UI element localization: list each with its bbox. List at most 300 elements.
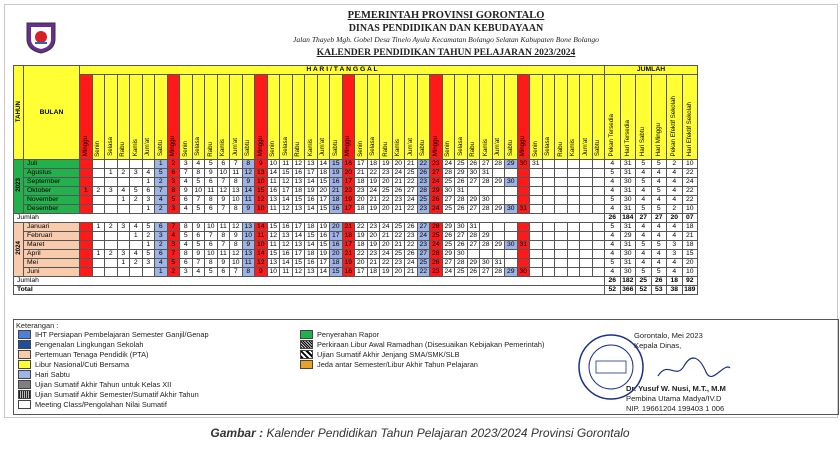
- day-cell: 8: [217, 232, 230, 241]
- day-cell: [105, 178, 118, 187]
- day-cell: 1: [142, 178, 155, 187]
- day-cell: 21: [355, 169, 368, 178]
- day-cell: 25: [455, 268, 468, 277]
- day-cell: 4: [192, 160, 205, 169]
- day-cell: 6: [155, 250, 168, 259]
- day-cell: 29: [492, 205, 505, 214]
- summary-cell: 2: [667, 160, 683, 169]
- day-cell: 10: [230, 196, 243, 205]
- day-cell: 14: [292, 232, 305, 241]
- day-cell: 15: [317, 205, 330, 214]
- legend-swatch: [300, 330, 313, 339]
- day-cell: 11: [217, 250, 230, 259]
- day-cell: [130, 205, 143, 214]
- day-cell: 13: [292, 205, 305, 214]
- day-cell: 5: [192, 178, 205, 187]
- day-cell: [92, 232, 105, 241]
- day-cell: [92, 169, 105, 178]
- day-cell: [530, 223, 543, 232]
- month-row: [14, 268, 698, 277]
- summary-cell: 18: [682, 241, 698, 250]
- day-cell: [555, 223, 568, 232]
- day-name-label: Selasa: [281, 137, 289, 157]
- calendar-title: KALENDER PENDIDIKAN TAHUN PELAJARAN 2023/2024: [316, 47, 576, 58]
- day-cell: 13: [255, 169, 268, 178]
- day-cell: [567, 187, 580, 196]
- day-cell: 1: [80, 187, 93, 196]
- legend-swatch: [18, 350, 31, 359]
- total-cell: 189: [682, 286, 698, 295]
- day-cell: [580, 160, 593, 169]
- day-name-header: [542, 75, 555, 160]
- day-cell: 10: [267, 160, 280, 169]
- day-cell: 29: [442, 250, 455, 259]
- day-cell: 17: [355, 160, 368, 169]
- jumlah-col-header: [636, 75, 652, 160]
- month-row: [14, 178, 698, 187]
- day-cell: 29: [430, 187, 443, 196]
- day-cell: 9: [217, 196, 230, 205]
- day-cell: 23: [367, 223, 380, 232]
- day-cell: 8: [180, 223, 193, 232]
- day-cell: 20: [380, 178, 393, 187]
- jumlah-col-header: [620, 75, 636, 160]
- day-cell: 11: [242, 196, 255, 205]
- day-cell: [542, 250, 555, 259]
- jumlah1-cell: 27: [651, 214, 667, 223]
- total-cell: 52: [636, 286, 652, 295]
- summary-cell: 5: [636, 178, 652, 187]
- day-cell: 4: [180, 178, 193, 187]
- day-cell: 19: [317, 250, 330, 259]
- letterhead-agency: DINAS PENDIDIKAN DAN KEBUDAYAAN: [348, 23, 544, 34]
- day-name-label: Selasa: [369, 137, 377, 157]
- day-cell: 7: [192, 196, 205, 205]
- day-cell: [530, 196, 543, 205]
- day-cell: [92, 268, 105, 277]
- month-name: Juni: [24, 268, 80, 277]
- legend-item-ramadhan: Perkiraan Libur Awal Ramadhan (Disesuaikan Kebijakan Pemerintah): [300, 340, 544, 349]
- day-cell: [555, 196, 568, 205]
- day-cell: [117, 178, 130, 187]
- day-name-header: [92, 75, 105, 160]
- day-cell: [567, 232, 580, 241]
- summary-cell: 18: [682, 223, 698, 232]
- summary-cell: 4: [667, 268, 683, 277]
- day-cell: [130, 178, 143, 187]
- day-cell: 23: [417, 241, 430, 250]
- day-name-label: Jum'at: [581, 138, 589, 157]
- day-cell: 23: [355, 187, 368, 196]
- day-cell: [542, 241, 555, 250]
- day-cell: 16: [292, 169, 305, 178]
- day-cell: 11: [267, 178, 280, 187]
- day-cell: 3: [142, 259, 155, 268]
- day-cell: 2: [167, 268, 180, 277]
- summary-cell: 31: [620, 160, 636, 169]
- summary-cell: 22: [682, 187, 698, 196]
- day-cell: 9: [242, 205, 255, 214]
- day-name-header: [317, 75, 330, 160]
- jumlah-col-header: [605, 75, 621, 160]
- day-cell: 8: [230, 205, 243, 214]
- month-row: [14, 196, 698, 205]
- day-cell: 27: [417, 250, 430, 259]
- day-cell: 31: [480, 169, 493, 178]
- day-cell: 11: [267, 205, 280, 214]
- day-cell: 31: [492, 259, 505, 268]
- jumlah-col-label: Pekan Efektif Sekolah: [670, 95, 678, 157]
- summary-cell: 10: [682, 268, 698, 277]
- day-cell: 2: [167, 160, 180, 169]
- day-cell: 16: [330, 178, 343, 187]
- summary-cell: 5: [605, 223, 621, 232]
- day-cell: [505, 250, 518, 259]
- day-cell: [492, 250, 505, 259]
- day-cell: 5: [167, 196, 180, 205]
- day-cell: 22: [417, 160, 430, 169]
- day-cell: [542, 259, 555, 268]
- day-cell: 16: [280, 223, 293, 232]
- day-cell: [92, 160, 105, 169]
- jumlah-row-2: [14, 277, 698, 286]
- day-cell: 12: [280, 241, 293, 250]
- day-cell: 28: [492, 160, 505, 169]
- day-cell: 4: [117, 187, 130, 196]
- day-cell: 11: [280, 268, 293, 277]
- summary-cell: 10: [682, 160, 698, 169]
- day-cell: 26: [430, 259, 443, 268]
- day-name-header: [417, 75, 430, 160]
- day-cell: 26: [467, 160, 480, 169]
- summary-cell: 4: [636, 187, 652, 196]
- summary-cell: 2: [667, 205, 683, 214]
- day-cell: [480, 223, 493, 232]
- day-cell: 8: [242, 268, 255, 277]
- day-cell: 7: [167, 250, 180, 259]
- day-cell: [480, 250, 493, 259]
- day-cell: 3: [105, 187, 118, 196]
- summary-cell: 10: [682, 205, 698, 214]
- day-cell: 4: [180, 241, 193, 250]
- day-cell: 29: [492, 178, 505, 187]
- day-cell: 3: [180, 160, 193, 169]
- summary-cell: 4: [667, 259, 683, 268]
- day-cell: 27: [442, 259, 455, 268]
- day-cell: 8: [205, 196, 218, 205]
- day-name-label: Kamis: [219, 139, 227, 157]
- day-cell: [555, 259, 568, 268]
- day-cell: 8: [167, 187, 180, 196]
- summary-cell: 4: [636, 259, 652, 268]
- day-cell: [592, 259, 605, 268]
- summary-cell: 31: [620, 205, 636, 214]
- day-cell: [80, 250, 93, 259]
- jumlah2-cell: 92: [682, 277, 698, 286]
- day-cell: 16: [305, 259, 318, 268]
- day-cell: 26: [417, 169, 430, 178]
- day-name-label: Senin: [269, 140, 277, 157]
- day-cell: 25: [392, 250, 405, 259]
- day-cell: [92, 178, 105, 187]
- day-cell: [567, 196, 580, 205]
- day-cell: 8: [205, 259, 218, 268]
- day-name-label: Minggu: [169, 136, 177, 157]
- day-cell: 7: [192, 259, 205, 268]
- total-cell: 366: [620, 286, 636, 295]
- day-cell: 30: [480, 259, 493, 268]
- day-name-label: Minggu: [256, 136, 264, 157]
- day-cell: [555, 160, 568, 169]
- day-cell: [92, 259, 105, 268]
- day-name-label: Kamis: [131, 139, 139, 157]
- day-cell: 10: [217, 169, 230, 178]
- day-cell: 7: [205, 232, 218, 241]
- day-cell: 20: [330, 250, 343, 259]
- day-cell: 13: [242, 223, 255, 232]
- day-cell: 14: [305, 241, 318, 250]
- day-cell: [567, 169, 580, 178]
- summary-cell: 4: [605, 205, 621, 214]
- summary-cell: 22: [682, 169, 698, 178]
- day-cell: 27: [417, 223, 430, 232]
- day-cell: 28: [417, 187, 430, 196]
- day-cell: 22: [417, 268, 430, 277]
- day-cell: [542, 196, 555, 205]
- day-cell: 27: [480, 160, 493, 169]
- day-cell: 10: [267, 268, 280, 277]
- day-cell: 1: [155, 268, 168, 277]
- day-name-header: [567, 75, 580, 160]
- day-cell: 25: [455, 160, 468, 169]
- day-cell: 15: [267, 250, 280, 259]
- jumlah-col-label: Hari Sabtu: [639, 127, 647, 157]
- legend-item-meeting: Meeting Class/Pengolahan Nilai Sumatif: [18, 400, 167, 409]
- day-cell: [80, 196, 93, 205]
- month-name: Februari: [24, 232, 80, 241]
- day-cell: 28: [455, 259, 468, 268]
- day-cell: 2: [117, 169, 130, 178]
- day-cell: 3: [180, 268, 193, 277]
- day-cell: 12: [242, 169, 255, 178]
- day-cell: 19: [367, 178, 380, 187]
- day-cell: 18: [367, 268, 380, 277]
- day-cell: [105, 241, 118, 250]
- legend-title: Keterangan :: [16, 321, 59, 330]
- day-cell: 15: [292, 196, 305, 205]
- day-cell: [92, 241, 105, 250]
- jumlah2-cell: 18: [667, 277, 683, 286]
- legend-item-rapor: Penyerahan Rapor: [300, 330, 379, 339]
- day-name-header: [555, 75, 568, 160]
- day-cell: 11: [267, 241, 280, 250]
- day-cell: 28: [480, 178, 493, 187]
- day-cell: 31: [530, 160, 543, 169]
- day-cell: 15: [330, 268, 343, 277]
- day-cell: 2: [105, 250, 118, 259]
- month-row: [14, 187, 698, 196]
- day-cell: 14: [255, 250, 268, 259]
- day-cell: [505, 169, 518, 178]
- day-cell: [80, 268, 93, 277]
- day-cell: 19: [380, 268, 393, 277]
- day-name-header: [455, 75, 468, 160]
- legend-item-pta: Pertemuan Tenaga Pendidik (PTA): [18, 350, 149, 359]
- day-cell: 10: [192, 187, 205, 196]
- day-cell: [117, 205, 130, 214]
- day-cell: 5: [180, 232, 193, 241]
- summary-cell: 31: [620, 259, 636, 268]
- day-cell: 3: [117, 223, 130, 232]
- day-cell: 13: [242, 250, 255, 259]
- document-card: [4, 4, 838, 418]
- day-name-header: [355, 75, 368, 160]
- summary-cell: 4: [605, 178, 621, 187]
- year-cell: [14, 160, 24, 214]
- day-cell: [480, 187, 493, 196]
- day-cell: 25: [405, 169, 418, 178]
- day-cell: [592, 187, 605, 196]
- day-cell: 13: [267, 259, 280, 268]
- day-name-header: [242, 75, 255, 160]
- figure-caption: Gambar : Kalender Pendidikan Tahun Pelajaran 2023/2024 Provinsi Gorontalo: [210, 426, 630, 440]
- day-cell: 15: [317, 241, 330, 250]
- day-cell: 6: [217, 160, 230, 169]
- day-cell: 28: [442, 169, 455, 178]
- day-cell: [592, 169, 605, 178]
- day-cell: 16: [330, 241, 343, 250]
- summary-cell: 4: [605, 232, 621, 241]
- day-name-label: Selasa: [544, 137, 552, 157]
- day-cell: 13: [305, 160, 318, 169]
- day-cell: 10: [205, 250, 218, 259]
- summary-cell: 4: [667, 187, 683, 196]
- jumlah1-cell: 27: [636, 214, 652, 223]
- day-name-label: Minggu: [81, 136, 89, 157]
- total-cell: 53: [651, 286, 667, 295]
- day-cell: 22: [367, 169, 380, 178]
- day-cell: 15: [305, 232, 318, 241]
- legend-item-libur: Libur Nasional/Cuti Bersama: [18, 360, 129, 369]
- day-cell: 12: [255, 259, 268, 268]
- legend-swatch: [300, 340, 313, 349]
- day-name-label: Selasa: [194, 137, 202, 157]
- day-name-header: [155, 75, 168, 160]
- day-cell: 20: [355, 196, 368, 205]
- day-name-header: [305, 75, 318, 160]
- day-cell: 29: [492, 241, 505, 250]
- day-cell: 16: [317, 232, 330, 241]
- jumlah1-cell: 184: [620, 214, 636, 223]
- day-cell: 17: [342, 178, 355, 187]
- day-cell: 12: [292, 268, 305, 277]
- month-name: Maret: [24, 241, 80, 250]
- day-cell: 9: [217, 259, 230, 268]
- day-cell: 15: [267, 223, 280, 232]
- day-cell: [130, 268, 143, 277]
- jumlah-col-label: Hari Minggu: [654, 123, 662, 157]
- day-cell: 14: [317, 160, 330, 169]
- day-cell: [567, 268, 580, 277]
- day-cell: 20: [392, 160, 405, 169]
- day-cell: 14: [267, 169, 280, 178]
- day-cell: 9: [230, 232, 243, 241]
- day-name-label: Rabu: [294, 141, 302, 157]
- legend-swatch: [300, 350, 313, 359]
- day-cell: 22: [405, 205, 418, 214]
- day-name-header: [592, 75, 605, 160]
- day-cell: 16: [330, 205, 343, 214]
- day-cell: 18: [355, 241, 368, 250]
- day-cell: 15: [255, 187, 268, 196]
- tahun-header: [14, 66, 24, 160]
- day-cell: [105, 268, 118, 277]
- summary-cell: 5: [636, 241, 652, 250]
- day-cell: 5: [142, 223, 155, 232]
- day-name-label: Sabtu: [244, 140, 252, 157]
- day-name-label: Rabu: [206, 141, 214, 157]
- day-cell: 14: [305, 205, 318, 214]
- day-cell: [580, 250, 593, 259]
- day-cell: 18: [355, 205, 368, 214]
- jumlah-col-label: Hari Efektif Sekolah: [685, 102, 693, 157]
- day-cell: 5: [192, 241, 205, 250]
- day-name-label: Selasa: [456, 137, 464, 157]
- day-cell: 12: [267, 232, 280, 241]
- day-cell: 21: [330, 187, 343, 196]
- summary-cell: 4: [667, 223, 683, 232]
- month-row: [14, 259, 698, 268]
- day-cell: 19: [330, 169, 343, 178]
- day-cell: 1: [117, 259, 130, 268]
- day-name-header: [380, 75, 393, 160]
- day-cell: [555, 268, 568, 277]
- summary-cell: 21: [682, 232, 698, 241]
- day-cell: 21: [405, 268, 418, 277]
- month-row: [14, 232, 698, 241]
- day-cell: 23: [392, 259, 405, 268]
- day-cell: 28: [492, 268, 505, 277]
- summary-cell: 4: [651, 250, 667, 259]
- summary-cell: 4: [605, 160, 621, 169]
- day-cell: 27: [442, 196, 455, 205]
- day-cell: [567, 241, 580, 250]
- day-cell: [105, 205, 118, 214]
- header-row-1: [14, 66, 698, 75]
- day-cell: [80, 259, 93, 268]
- day-cell: 26: [405, 223, 418, 232]
- handwritten-signature-icon: [654, 356, 734, 382]
- day-name-header: [342, 75, 355, 160]
- day-cell: [505, 259, 518, 268]
- day-cell: 3: [142, 196, 155, 205]
- day-cell: 7: [217, 178, 230, 187]
- day-cell: 12: [280, 205, 293, 214]
- day-name-label: Senin: [356, 140, 364, 157]
- day-cell: 5: [205, 160, 218, 169]
- summary-cell: 5: [636, 268, 652, 277]
- signature-office: Kepala Dinas,: [634, 341, 682, 350]
- day-cell: 23: [392, 196, 405, 205]
- day-cell: [580, 187, 593, 196]
- day-cell: 22: [380, 196, 393, 205]
- summary-cell: 3: [667, 250, 683, 259]
- day-cell: 29: [442, 223, 455, 232]
- jumlah2-cell: 25: [636, 277, 652, 286]
- day-cell: 3: [167, 205, 180, 214]
- day-cell: 26: [442, 232, 455, 241]
- day-cell: [580, 241, 593, 250]
